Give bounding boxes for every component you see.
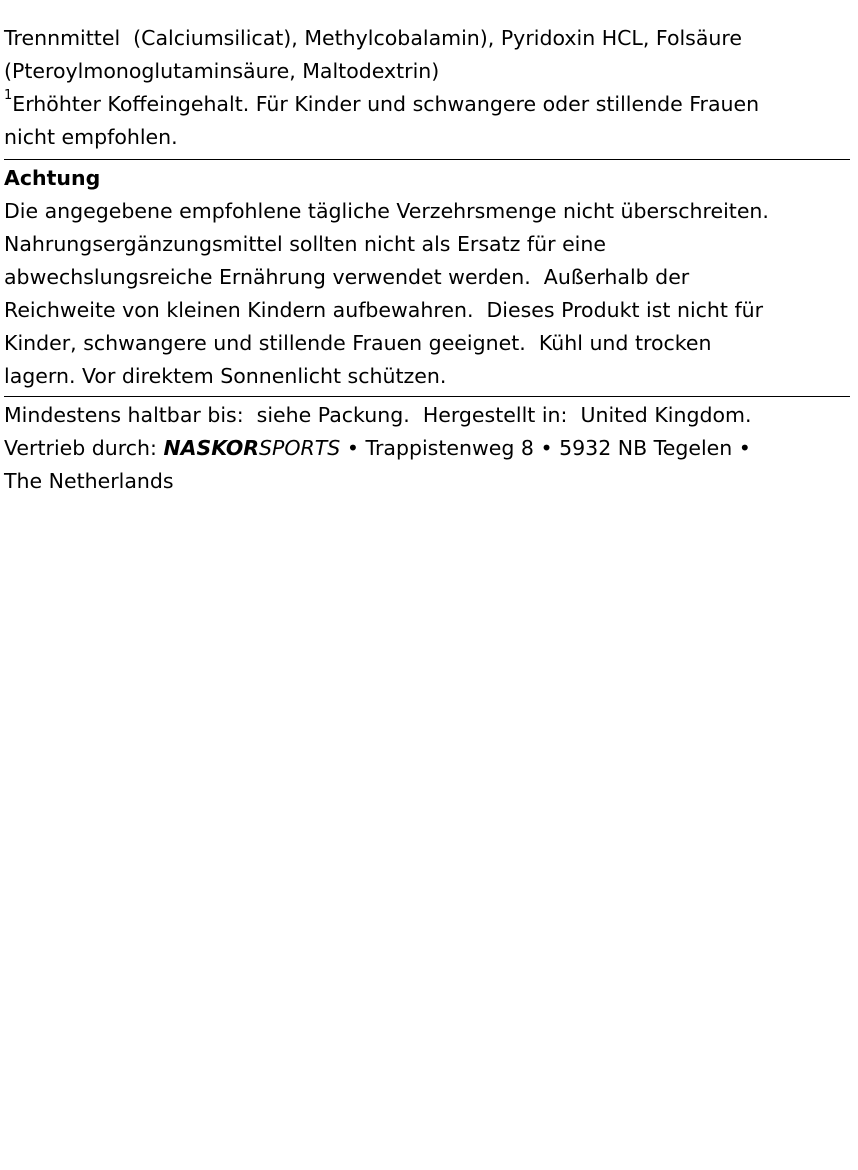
distributor-line [4, 432, 850, 465]
ingredients-section [4, 22, 850, 154]
brand-name-naskor: NASKOR [163, 436, 260, 460]
warning-line-1: Die angegebene empfohlene tägliche Verzehrsmenge nicht überschreiten. [4, 199, 769, 223]
warning-section [4, 162, 850, 393]
divider-above-warning [4, 159, 850, 160]
distributor-address-line-2: The Netherlands [4, 469, 174, 493]
caffeine-footnote-line-2: nicht empfohlen. [4, 125, 178, 149]
divider-above-footer [4, 396, 850, 397]
distributor-address-line-1: • Trappistenweg 8 • 5932 NB Tegelen • [340, 436, 751, 460]
warning-line-3: abwechslungsreiche Ernährung verwendet werden. Außerhalb der [4, 265, 690, 289]
caffeine-footnote-text-1: Erhöhter Koffeingehalt. Für Kinder und schwangere oder stillende Frauen [12, 92, 760, 116]
ingredients-line-2: (Pteroylmonoglutaminsäure, Maltodextrin) [4, 59, 440, 83]
ingredients-line-1: Trennmittel (Calciumsilicat), Methylcobalamin), Pyridoxin HCL, Folsäure [4, 26, 743, 50]
warning-line-2: Nahrungsergänzungsmittel sollten nicht als Ersatz für eine [4, 232, 606, 256]
manufacturer-footer-section [4, 399, 850, 498]
caffeine-footnote-line-1 [4, 88, 850, 121]
brand-name-sports: SPORTS [259, 436, 341, 460]
best-before-line: Mindestens haltbar bis: siehe Packung. Hergestellt in: United Kingdom. [4, 403, 752, 427]
warning-heading: Achtung [4, 166, 101, 190]
warning-line-6: lagern. Vor direktem Sonnenlicht schützen. [4, 364, 447, 388]
warning-line-4: Reichweite von kleinen Kindern aufbewahren. Dieses Produkt ist nicht für [4, 298, 764, 322]
footnote-marker: 1 [4, 88, 13, 103]
warning-line-5: Kinder, schwangere und stillende Frauen geeignet. Kühl und trocken [4, 331, 712, 355]
distributor-label: Vertrieb durch: [4, 436, 164, 460]
